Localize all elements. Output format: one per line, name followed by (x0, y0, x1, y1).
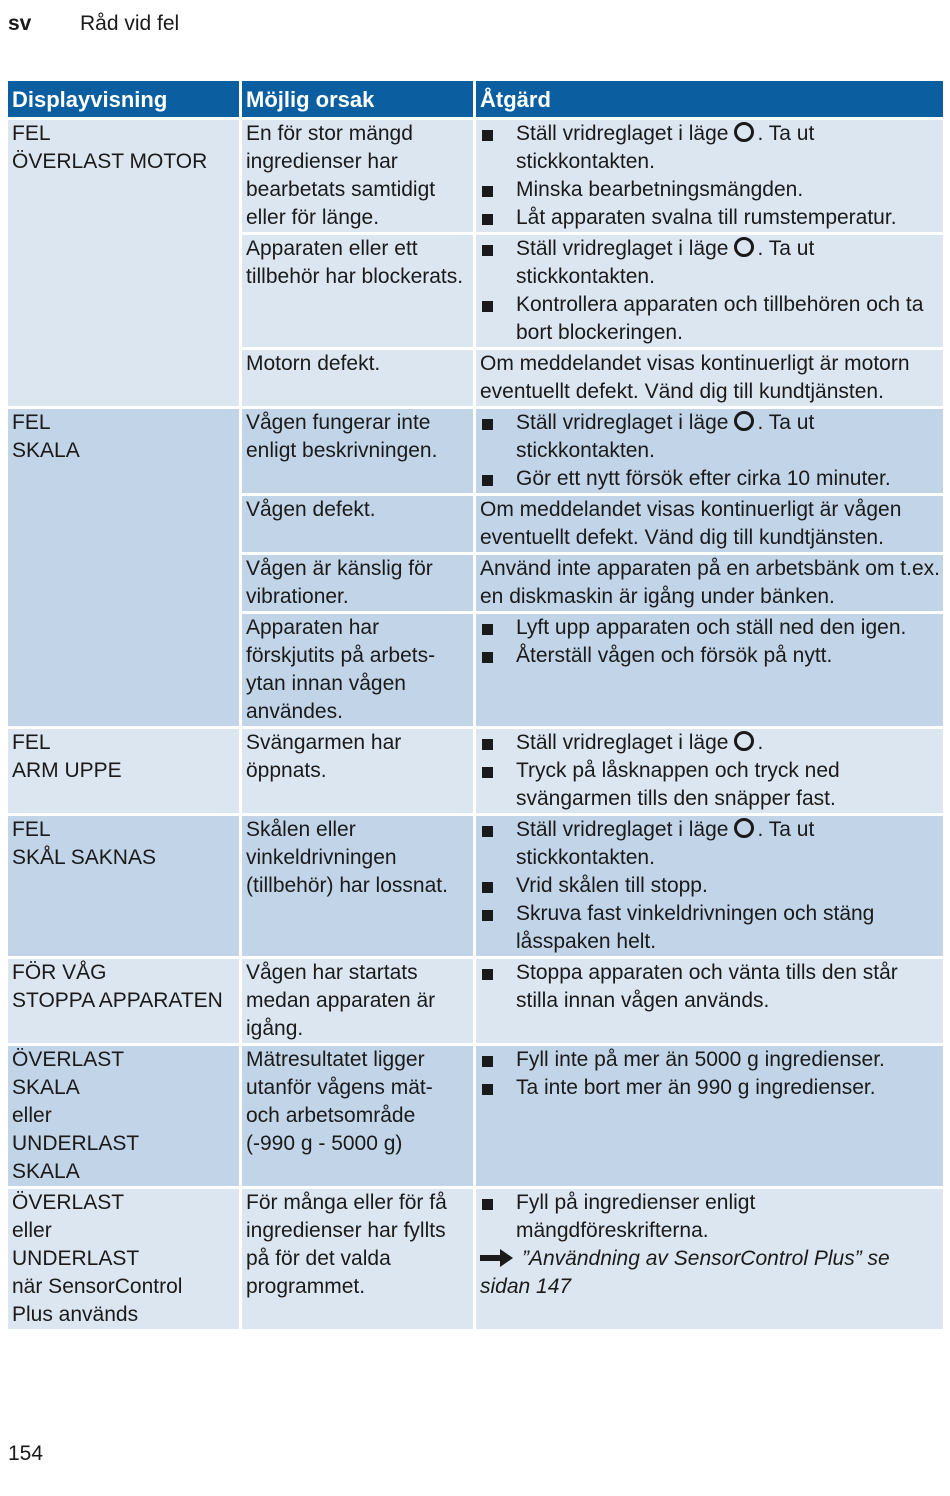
action-item (480, 757, 940, 813)
action-item (480, 642, 940, 670)
language-code: sv (8, 12, 32, 35)
cross-reference (480, 1245, 940, 1301)
action-cell (476, 409, 943, 493)
action-list (480, 120, 940, 232)
bullet-square-icon (482, 910, 493, 921)
action-text: Använd inte apparaten på en arbetsbänk om t.ex. en diskmaskin är igång under bänken. (480, 557, 940, 608)
bullet-square-icon (482, 652, 493, 663)
action-item (480, 204, 940, 232)
action-item: Ställ vridreglaget i läge . Ta ut stickkontakten. (480, 816, 940, 872)
display-line: SKALA (12, 439, 80, 462)
action-item-after: Ta ut stickkontakten. (516, 122, 815, 173)
cause-cell: Skålen eller vinkeldrivningen (tillbehör) har lossnat. (242, 816, 473, 956)
column-header-action: Åtgärd (476, 81, 943, 117)
action-item (480, 176, 940, 204)
display-line: ÖVERLAST MOTOR (12, 150, 208, 173)
bullet-square-icon (482, 186, 493, 197)
action-item-text: Ställ vridreglaget i läge (516, 237, 729, 260)
action-cell (476, 496, 943, 552)
bullet-square-icon (482, 130, 493, 141)
action-item (480, 959, 940, 1015)
action-cell (476, 1046, 943, 1186)
bullet-square-icon (482, 767, 493, 778)
bullet-square-icon (482, 882, 493, 893)
action-list (480, 816, 940, 956)
display-line: FEL (12, 731, 51, 754)
action-item (480, 1189, 940, 1245)
cause-cell: Vågen fungerar inte enligt beskrivningen. (242, 409, 473, 493)
display-message-cell (8, 816, 239, 956)
action-cell (476, 959, 943, 1043)
action-item-text: Skruva fast vinkeldrivningen och stäng låsspaken helt. (516, 902, 875, 953)
action-item-text: Fyll inte på mer än 5000 g ingredienser. (516, 1048, 885, 1071)
column-header-cause: Möjlig orsak (242, 81, 473, 117)
action-item: Ställ vridreglaget i läge . Ta ut stickkontakten. (480, 235, 940, 291)
bullet-square-icon (482, 739, 493, 750)
cause-cell: En för stor mängd ingredienser har bearbetats samtidigt eller för länge. (242, 120, 473, 232)
display-line: SKALA (12, 1160, 80, 1183)
troubleshooting-table (5, 78, 946, 1332)
action-item: Ställ vridreglaget i läge . Ta ut stickkontakten. (480, 409, 940, 465)
off-position-circle-icon (734, 411, 754, 431)
action-item-text: Gör ett nytt försök efter cirka 10 minuter. (516, 467, 891, 490)
action-item (480, 900, 940, 956)
cause-cell: Vågen defekt. (242, 496, 473, 552)
action-item (480, 1046, 940, 1074)
display-message-cell (8, 1189, 239, 1329)
bullet-square-icon (482, 624, 493, 635)
off-position-circle-icon (734, 237, 754, 257)
bullet-square-icon (482, 245, 493, 256)
action-list (480, 1189, 940, 1245)
table-header-row (8, 81, 943, 117)
action-cell (476, 1189, 943, 1329)
display-message-cell (8, 959, 239, 1043)
action-list (480, 409, 940, 493)
display-message-cell (8, 120, 239, 406)
action-item: Ställ vridreglaget i läge . (480, 729, 940, 757)
action-cell (476, 120, 943, 232)
action-item-text: Ställ vridreglaget i läge (516, 818, 729, 841)
action-item (480, 465, 940, 493)
action-item-text: Stoppa apparaten och vänta tills den står stilla innan vågen används. (516, 961, 898, 1012)
action-item-text: Återställ vågen och försök på nytt. (516, 644, 833, 667)
bullet-square-icon (482, 419, 493, 430)
action-item-text: Vrid skålen till stopp. (516, 874, 708, 897)
action-item (480, 1074, 940, 1102)
table-row (8, 816, 943, 956)
cause-cell: Motorn defekt. (242, 350, 473, 406)
action-item (480, 291, 940, 347)
display-line: ARM UPPE (12, 759, 122, 782)
action-cell (476, 235, 943, 347)
table-row (8, 409, 943, 493)
section-title: Råd vid fel (80, 12, 180, 35)
off-position-circle-icon (734, 122, 754, 142)
display-line: FÖR VÅG (12, 961, 107, 984)
bullet-square-icon (482, 1056, 493, 1067)
display-line: ÖVERLAST (12, 1048, 125, 1071)
bullet-square-icon (482, 969, 493, 980)
display-line: UNDERLAST (12, 1132, 140, 1155)
action-item-text: Låt apparaten svalna till rumstemperatur. (516, 206, 897, 229)
action-list (480, 959, 940, 1015)
action-item-after: Ta ut stickkontakten. (516, 237, 815, 288)
display-message-cell (8, 409, 239, 726)
cause-cell: Mätresultatet ligger utanför vågens mät- och arbetsområde (-990 g - 5000 g) (242, 1046, 473, 1186)
action-text: Om meddelandet visas kontinuerligt är vågen eventuellt defekt. Vänd dig till kundtjänsten. (480, 498, 902, 549)
display-line: FEL (12, 122, 51, 145)
action-cell (476, 729, 943, 813)
off-position-circle-icon (734, 818, 754, 838)
table-row (8, 729, 943, 813)
action-list (480, 235, 940, 347)
display-message-cell (8, 1046, 239, 1186)
table-row (8, 1046, 943, 1186)
display-line: SKÅL SAKNAS (12, 846, 156, 869)
action-text: Om meddelandet visas kontinuerligt är motorn eventuellt defekt. Vänd dig till kundtjänsten. (480, 352, 910, 403)
display-line: SKALA (12, 1076, 80, 1099)
action-item (480, 872, 940, 900)
display-line: när SensorControl (12, 1275, 183, 1298)
cause-cell: Vågen har startats medan apparaten är igång. (242, 959, 473, 1043)
cause-cell: Apparaten eller ett tillbehör har blockerats. (242, 235, 473, 347)
action-item-text: Ta inte bort mer än 990 g ingredienser. (516, 1076, 876, 1099)
bullet-square-icon (482, 1199, 493, 1210)
bullet-square-icon (482, 301, 493, 312)
action-cell (476, 350, 943, 406)
action-cell (476, 816, 943, 956)
bullet-square-icon (482, 1084, 493, 1095)
action-item-text: Ställ vridreglaget i läge (516, 411, 729, 434)
action-cell (476, 614, 943, 726)
action-item-text: Fyll på ingredienser enligt mängdföreskrifterna. (516, 1191, 756, 1242)
table-row (8, 1189, 943, 1329)
arrow-right-icon (480, 1248, 514, 1268)
action-item-after: Ta ut stickkontakten. (516, 411, 815, 462)
display-line: Plus används (12, 1303, 139, 1326)
action-list (480, 1046, 940, 1102)
off-position-circle-icon (734, 731, 754, 751)
display-line: eller (12, 1104, 52, 1127)
display-line: ÖVERLAST (12, 1191, 125, 1214)
display-line: FEL (12, 818, 51, 841)
display-message-cell (8, 729, 239, 813)
display-line: UNDERLAST (12, 1247, 140, 1270)
cause-cell: Apparaten har förskjutits på arbets- ytan innan vågen användes. (242, 614, 473, 726)
action-item (480, 614, 940, 642)
action-item-text: Ställ vridreglaget i läge (516, 122, 729, 145)
action-item: Ställ vridreglaget i läge . Ta ut stickkontakten. (480, 120, 940, 176)
action-item-text: Minska bearbetningsmängden. (516, 178, 804, 201)
cause-cell: Svängarmen har öppnats. (242, 729, 473, 813)
action-cell (476, 555, 943, 611)
action-item-text: Kontrollera apparaten och tillbehören och ta bort blockeringen. (516, 293, 924, 344)
bullet-square-icon (482, 826, 493, 837)
action-item-text: Lyft upp apparaten och ställ ned den igen. (516, 616, 907, 639)
column-header-display: Displayvisning (8, 81, 239, 117)
action-item-text: Ställ vridreglaget i läge (516, 731, 729, 754)
bullet-square-icon (482, 214, 493, 225)
action-item-text: Tryck på låsknappen och tryck ned svängarmen tills den snäpper fast. (516, 759, 840, 810)
cross-reference-text: ”Användning av SensorControl Plus” se sidan 147 (480, 1247, 890, 1298)
table-row (8, 120, 943, 232)
display-line: STOPPA APPARATEN (12, 989, 223, 1012)
table-row (8, 959, 943, 1043)
display-line: FEL (12, 411, 51, 434)
action-item-after: Ta ut stickkontakten. (516, 818, 815, 869)
page-number: 154 (8, 1442, 44, 1465)
bullet-square-icon (482, 475, 493, 486)
action-list (480, 729, 940, 813)
cause-cell: Vågen är känslig för vibrationer. (242, 555, 473, 611)
display-line: eller (12, 1219, 52, 1242)
action-list (480, 614, 940, 670)
cause-cell: För många eller för få ingredienser har fyllts på för det valda programmet. (242, 1189, 473, 1329)
